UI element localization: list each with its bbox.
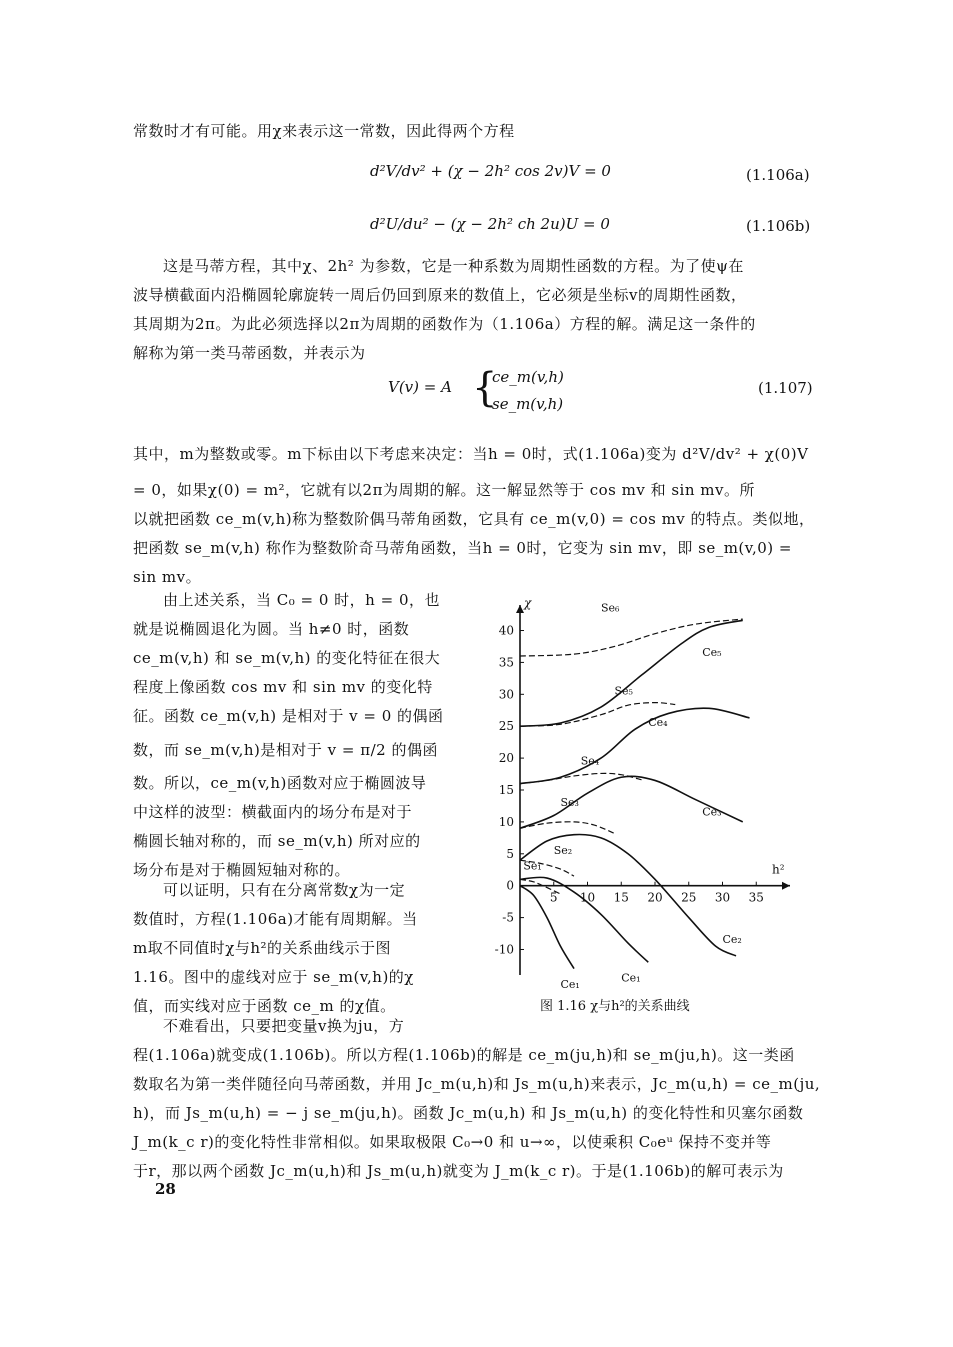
x-tick-label: 15 [613,890,629,905]
series-label-8: Se₂ [553,843,573,857]
paragraph-2-line: = 0，如果χ(0) = m²，它就有以2π为周期的解。这一解显然等于 cos mv 和 sin mv。所 [133,481,755,499]
equation-1106b: d²U/du² − (χ − 2h² ch 2u)U = 0 [370,215,610,233]
paragraph-5 [133,1012,823,1186]
paragraph-4-line: 值，而实线对应于函数 ce_m 的χ值。 [133,997,396,1015]
paragraph-3-line: 由上述关系，当 C₀ = 0 时，h = 0，也 [163,591,440,609]
series-label-0: Se₆ [601,601,620,615]
equation-number-1107: (1.107) [758,379,813,397]
paragraph-4-line: 1.16。图中的虚线对应于 se_m(v,h)的χ [133,968,414,986]
series-label-7: Ce₂ [722,933,742,947]
paragraph-1-line: 波导横截面内沿椭圆轮廓旋转一周后仍回到原来的数值上，它必须是坐标v的周期性函数， [133,286,747,304]
left-brace-icon: { [472,365,498,411]
paragraph-1-line: 其周期为2π。为此必须选择以2π为周期的函数作为（1.106a）方程的解。满足这一条件的 [133,315,756,333]
paragraph-4 [133,876,443,1021]
y-tick-label: 5 [506,846,514,861]
series-line-1 [520,620,743,726]
series-line-4 [520,773,642,783]
paragraph-3-line: 程度上像函数 cos mv 和 sin mv 的变化特 [133,678,433,696]
page-number: 28 [155,1180,176,1198]
series-label-3: Ce₄ [648,716,668,730]
x-axis-label: h² [772,862,785,877]
paragraph-2 [133,435,823,589]
paragraph-3-line: 数。所以，ce_m(v,h)函数对应于椭圆波导 [133,774,427,792]
paragraph-2-line: 其中，m为整数或零。m下标由以下考虑来决定：当h = 0时，式(1.106a)变为 d²V/dv² + χ(0)V [133,445,809,463]
paragraph-3-line: 场分布是对于椭圆短轴对称的。 [133,861,351,879]
series-label-2: Se₅ [614,684,633,698]
paragraph-2-line: 把函数 se_m(v,h) 称作为整数阶奇马蒂角函数，当h = 0时，它变为 sin mv，即 se_m(v,0) = [133,539,792,557]
x-tick-label: 25 [681,890,697,905]
paragraph-2-line: 以就把函数 ce_m(v,h)称为整数阶偶马蒂角函数，它具有 ce_m(v,0) = cos mv 的特点。类似地， [133,510,815,528]
y-tick-label: -10 [494,942,514,957]
x-tick-label: 5 [549,890,558,905]
series-label-11: Ce₁ [560,977,580,990]
paragraph-1 [133,252,823,368]
y-tick-label: 15 [498,783,514,797]
paragraph-3 [133,586,443,885]
x-tick-label: 20 [647,890,663,905]
paragraph-3-line: 中这样的波型：横截面内的场分布是对于 [133,803,413,821]
equation-number-1106b: (1.106b) [746,217,811,235]
equation-1107-lhs: V(v) = A [388,378,452,396]
paragraph-5-line: J_m(k_c r)的变化特性非常相似。如果取极限 C₀→0 和 u→∞，以使乘积 C₀eᵘ 保持不变并等 [133,1133,772,1151]
figure-caption: 图 1.16 χ与h²的关系曲线 [540,999,690,1014]
paragraph-1-line: 这是马蒂方程，其中χ、2h² 为参数，它是一种系数为周期性函数的方程。为了使ψ在 [163,257,744,275]
paragraph-3-line: 就是说椭圆退化为圆。当 h≠0 时，函数 [133,620,410,638]
equation-1107-bottom: se_m(v,h) [492,395,564,413]
series-label-9: Ce₁ [621,971,641,985]
equation-1106a: d²V/dv² + (χ − 2h² cos 2v)V = 0 [370,162,611,180]
paragraph-5-line: 程(1.106a)就变成(1.106b)。所以方程(1.106b)的解是 ce_m(ju,h)和 se_m(ju,h)。这一类函 [133,1046,795,1064]
paragraph-3-line: 椭圆长轴对称的，而 se_m(v,h) 所对应的 [133,832,421,850]
series-label-10: Se₁ [523,859,542,873]
paragraph-4-line: 数值时，方程(1.106a)才能有周期解。当 [133,910,418,928]
y-tick-label: 35 [498,655,514,670]
paragraph-5-line: 于r，那以两个函数 Jc_m(u,h)和 Js_m(u,h)就变为 J_m(k_c r)。于是(1.106b)的解可表示为 [133,1162,784,1180]
paragraph-2-line: sin mv。 [133,568,202,586]
x-tick-label: 35 [748,890,764,905]
x-tick-label: 10 [579,890,596,905]
series-label-1: Ce₅ [702,646,722,660]
y-tick-label: 25 [498,719,514,734]
y-axis-label: χ [524,596,532,610]
y-axis-arrow-icon [516,605,524,613]
series-line-3 [520,708,750,783]
series-line-11 [520,886,574,969]
paragraph-3-line: ce_m(v,h) 和 se_m(v,h) 的变化特征在很大 [133,649,441,667]
series-label-6: Se₃ [560,795,579,809]
paragraph-5-line: 数取名为第一类伴随径向马蒂函数，并用 Jc_m(u,h)和 Js_m(u,h)来表示，Jc_m(u,h) = ce_m(ju, [133,1075,821,1093]
intro-line: 常数时才有可能。用χ来表示这一常数，因此得两个方程 [133,122,515,140]
paragraph-5-line: 不难看出，只要把变量v换为ju，方 [163,1017,405,1035]
paragraph-3-line: 数，而 se_m(v,h)是相对于 v = π/2 的偶函 [133,741,438,759]
x-axis-arrow-icon [782,882,790,890]
paragraph-1-line: 解称为第一类马蒂函数，并表示为 [133,344,366,362]
series-label-5: Ce₃ [702,805,722,819]
y-tick-label: 30 [498,687,514,702]
series-label-4: Se₄ [580,754,600,768]
series-line-5 [520,776,743,828]
x-tick-label: 30 [714,890,731,905]
y-tick-label: 20 [498,751,514,766]
paragraph-4-line: m取不同值时χ与h²的关系曲线示于图 [133,939,391,957]
equation-1107-top: ce_m(v,h) [492,368,564,386]
paragraph-5-line: h)，而 Js_m(u,h) = − j se_m(ju,h)。函数 Jc_m(u,h) 和 Js_m(u,h) 的变化特性和贝塞尔函数 [133,1104,804,1122]
paragraph-3-line: 征。函数 ce_m(v,h) 是相对于 v = 0 的偶函 [133,707,444,725]
paragraph-4-line: 可以证明，只有在分离常数χ为一定 [163,881,406,899]
chi-vs-h2-chart [470,590,790,990]
equation-number-1106a: (1.106a) [746,166,810,184]
y-tick-label: 10 [498,814,514,829]
y-tick-label: 40 [498,623,514,638]
y-tick-label: -5 [502,910,514,925]
y-tick-label: 0 [506,878,514,893]
